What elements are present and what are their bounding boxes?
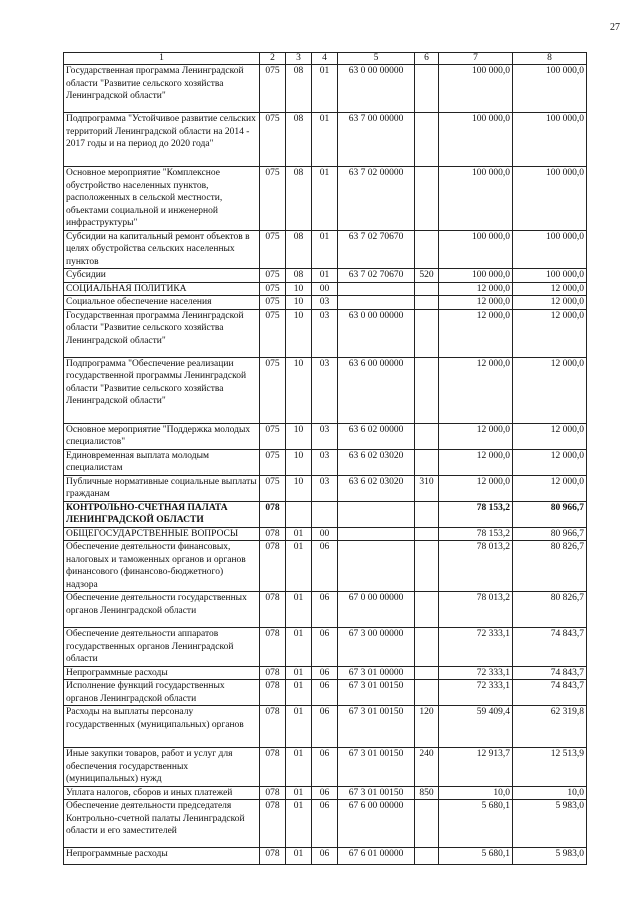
section-code-cell: 01 (286, 541, 312, 592)
amount-year2-cell: 12 000,0 (513, 423, 587, 449)
expense-type-cell (415, 541, 439, 592)
table-row (64, 282, 587, 296)
expense-type-cell (415, 296, 439, 310)
table-row (64, 786, 587, 800)
section-code-cell: 10 (286, 475, 312, 501)
expense-type-cell (415, 230, 439, 269)
section-code-cell: 10 (286, 357, 312, 423)
amount-year1-cell: 5 680,1 (439, 848, 513, 865)
expense-type-cell: 850 (415, 786, 439, 800)
section-code-cell: 01 (286, 786, 312, 800)
amount-year1-cell: 100 000,0 (439, 65, 513, 113)
row-name-cell: Обеспечение деятельности финансовых, налоговых и таможенных органов и органов финансового (финансово-бюджетного) надзора (64, 541, 260, 592)
section-code-cell: 10 (286, 296, 312, 310)
amount-year2-cell: 80 826,7 (513, 541, 587, 592)
target-article-cell: 67 0 00 00000 (338, 592, 415, 628)
amount-year1-cell: 100 000,0 (439, 230, 513, 269)
amount-year1-cell: 59 409,4 (439, 706, 513, 748)
section-code-cell: 01 (286, 666, 312, 680)
header-row (64, 53, 587, 65)
amount-year2-cell: 12 000,0 (513, 296, 587, 310)
amount-year2-cell: 80 826,7 (513, 592, 587, 628)
ministry-code-cell: 078 (260, 666, 286, 680)
row-name-cell: Уплата налогов, сборов и иных платежей (64, 786, 260, 800)
section-code-cell: 01 (286, 680, 312, 706)
row-name-cell: Публичные нормативные социальные выплаты гражданам (64, 475, 260, 501)
target-article-cell: 67 3 01 00150 (338, 786, 415, 800)
row-name-cell: Расходы на выплаты персоналу государственных (муниципальных) органов (64, 706, 260, 748)
subsection-code-cell: 06 (312, 848, 338, 865)
subsection-code-cell: 01 (312, 167, 338, 231)
amount-year2-cell: 5 983,0 (513, 848, 587, 865)
target-article-cell (338, 527, 415, 541)
expense-type-cell (415, 282, 439, 296)
header-cell: 5 (338, 53, 415, 65)
ministry-code-cell: 078 (260, 706, 286, 748)
expense-type-cell (415, 357, 439, 423)
amount-year2-cell: 74 843,7 (513, 680, 587, 706)
table-row (64, 748, 587, 787)
target-article-cell: 63 7 02 70670 (338, 230, 415, 269)
row-name-cell: Единовременная выплата молодым специалистам (64, 449, 260, 475)
amount-year2-cell: 100 000,0 (513, 167, 587, 231)
amount-year1-cell: 100 000,0 (439, 167, 513, 231)
row-name-cell: КОНТРОЛЬНО-СЧЕТНАЯ ПАЛАТА ЛЕНИНГРАДСКОЙ ОБЛАСТИ (64, 501, 260, 527)
subsection-code-cell: 06 (312, 680, 338, 706)
subsection-code-cell: 06 (312, 541, 338, 592)
row-name-cell: Подпрограмма "Устойчивое развитие сельских территорий Ленинградской области на 2014 - 2017 годы и на период до 2020 года" (64, 113, 260, 167)
amount-year2-cell: 100 000,0 (513, 65, 587, 113)
row-name-cell: Основное мероприятие "Поддержка молодых специалистов" (64, 423, 260, 449)
table-row (64, 666, 587, 680)
table-row (64, 592, 587, 628)
amount-year2-cell: 12 000,0 (513, 309, 587, 357)
row-name-cell: Субсидии на капитальный ремонт объектов в целях обустройства сельских населенных пунктов (64, 230, 260, 269)
subsection-code-cell: 06 (312, 666, 338, 680)
expense-type-cell (415, 167, 439, 231)
section-code-cell: 08 (286, 113, 312, 167)
header-cell: 3 (286, 53, 312, 65)
header-cell: 8 (513, 53, 587, 65)
target-article-cell: 67 3 01 00000 (338, 666, 415, 680)
subsection-code-cell: 01 (312, 65, 338, 113)
ministry-code-cell: 075 (260, 449, 286, 475)
target-article-cell: 63 6 02 00000 (338, 423, 415, 449)
table-row (64, 541, 587, 592)
amount-year1-cell: 78 013,2 (439, 541, 513, 592)
amount-year2-cell: 5 983,0 (513, 800, 587, 848)
table-row (64, 680, 587, 706)
amount-year2-cell: 12 000,0 (513, 449, 587, 475)
amount-year1-cell: 72 333,1 (439, 628, 513, 667)
row-name-cell: Государственная программа Ленинградской области "Развитие сельского хозяйства Ленинградской области" (64, 309, 260, 357)
expense-type-cell (415, 800, 439, 848)
table-row (64, 230, 587, 269)
section-code-cell: 08 (286, 65, 312, 113)
ministry-code-cell: 078 (260, 501, 286, 527)
section-code-cell: 01 (286, 748, 312, 787)
amount-year2-cell: 12 513,9 (513, 748, 587, 787)
ministry-code-cell: 075 (260, 309, 286, 357)
ministry-code-cell: 075 (260, 113, 286, 167)
subsection-code-cell: 03 (312, 475, 338, 501)
ministry-code-cell: 078 (260, 527, 286, 541)
table-row (64, 309, 587, 357)
subsection-code-cell: 06 (312, 786, 338, 800)
amount-year2-cell: 74 843,7 (513, 666, 587, 680)
target-article-cell (338, 541, 415, 592)
amount-year1-cell: 12 000,0 (439, 296, 513, 310)
table-row (64, 65, 587, 113)
ministry-code-cell: 078 (260, 748, 286, 787)
amount-year2-cell: 12 000,0 (513, 475, 587, 501)
amount-year1-cell: 78 013,2 (439, 592, 513, 628)
ministry-code-cell: 075 (260, 230, 286, 269)
amount-year2-cell: 62 319,8 (513, 706, 587, 748)
row-name-cell: Основное мероприятие "Комплексное обустройство населенных пунктов, расположенных в сельской местности, объектами социальной и инженерной инфраструктуры" (64, 167, 260, 231)
ministry-code-cell: 078 (260, 680, 286, 706)
header-cell: 2 (260, 53, 286, 65)
ministry-code-cell: 075 (260, 296, 286, 310)
section-code-cell: 01 (286, 628, 312, 667)
subsection-code-cell: 01 (312, 230, 338, 269)
amount-year1-cell: 12 000,0 (439, 475, 513, 501)
subsection-code-cell: 03 (312, 296, 338, 310)
amount-year1-cell: 100 000,0 (439, 113, 513, 167)
amount-year2-cell: 12 000,0 (513, 357, 587, 423)
table-row (64, 848, 587, 865)
header-cell: 1 (64, 53, 260, 65)
expense-type-cell (415, 628, 439, 667)
ministry-code-cell: 078 (260, 800, 286, 848)
header-cell: 4 (312, 53, 338, 65)
ministry-code-cell: 078 (260, 541, 286, 592)
subsection-code-cell: 01 (312, 269, 338, 283)
ministry-code-cell: 078 (260, 628, 286, 667)
target-article-cell: 67 3 01 00150 (338, 680, 415, 706)
expense-type-cell: 310 (415, 475, 439, 501)
budget-table (63, 52, 587, 865)
amount-year1-cell: 12 913,7 (439, 748, 513, 787)
target-article-cell: 67 3 01 00150 (338, 748, 415, 787)
subsection-code-cell: 00 (312, 527, 338, 541)
section-code-cell: 10 (286, 449, 312, 475)
expense-type-cell (415, 501, 439, 527)
subsection-code-cell: 03 (312, 423, 338, 449)
table-row (64, 423, 587, 449)
amount-year2-cell: 100 000,0 (513, 230, 587, 269)
table-row (64, 449, 587, 475)
row-name-cell: Обеспечение деятельности аппаратов государственных органов Ленинградской области (64, 628, 260, 667)
target-article-cell: 63 6 00 00000 (338, 357, 415, 423)
amount-year1-cell: 5 680,1 (439, 800, 513, 848)
page-number: 27 (610, 22, 620, 33)
subsection-code-cell: 03 (312, 449, 338, 475)
section-code-cell: 08 (286, 167, 312, 231)
row-name-cell: Субсидии (64, 269, 260, 283)
subsection-code-cell: 01 (312, 113, 338, 167)
row-name-cell: Подпрограмма "Обеспечение реализации государственной программы Ленинградской области "Развитие сельского хозяйства Ленинградской области" (64, 357, 260, 423)
table-row (64, 527, 587, 541)
expense-type-cell (415, 449, 439, 475)
ministry-code-cell: 075 (260, 475, 286, 501)
amount-year1-cell: 12 000,0 (439, 309, 513, 357)
ministry-code-cell: 075 (260, 167, 286, 231)
target-article-cell: 63 0 00 00000 (338, 65, 415, 113)
expense-type-cell (415, 848, 439, 865)
amount-year1-cell: 100 000,0 (439, 269, 513, 283)
target-article-cell: 63 0 00 00000 (338, 309, 415, 357)
table-row (64, 357, 587, 423)
ministry-code-cell: 075 (260, 65, 286, 113)
ministry-code-cell: 075 (260, 357, 286, 423)
ministry-code-cell: 075 (260, 423, 286, 449)
row-name-cell: Исполнение функций государственных органов Ленинградской области (64, 680, 260, 706)
subsection-code-cell: 03 (312, 309, 338, 357)
amount-year2-cell: 100 000,0 (513, 113, 587, 167)
table-row (64, 475, 587, 501)
table-row (64, 501, 587, 527)
header-cell: 7 (439, 53, 513, 65)
row-name-cell: Социальное обеспечение населения (64, 296, 260, 310)
header-cell: 6 (415, 53, 439, 65)
row-name-cell: Обеспечение деятельности председателя Контрольно-счетной палаты Ленинградской области и его заместителей (64, 800, 260, 848)
subsection-code-cell: 06 (312, 800, 338, 848)
amount-year2-cell: 80 966,7 (513, 527, 587, 541)
target-article-cell: 67 3 01 00150 (338, 706, 415, 748)
expense-type-cell: 520 (415, 269, 439, 283)
section-code-cell: 10 (286, 423, 312, 449)
amount-year1-cell: 12 000,0 (439, 423, 513, 449)
section-code-cell: 01 (286, 527, 312, 541)
amount-year2-cell: 12 000,0 (513, 282, 587, 296)
row-name-cell: Иные закупки товаров, работ и услуг для обеспечения государственных (муниципальных) нужд (64, 748, 260, 787)
target-article-cell: 63 7 02 00000 (338, 167, 415, 231)
section-code-cell: 08 (286, 230, 312, 269)
target-article-cell (338, 296, 415, 310)
subsection-code-cell: 06 (312, 628, 338, 667)
section-code-cell: 01 (286, 848, 312, 865)
amount-year1-cell: 12 000,0 (439, 357, 513, 423)
amount-year1-cell: 12 000,0 (439, 449, 513, 475)
subsection-code-cell: 00 (312, 282, 338, 296)
table-row (64, 269, 587, 283)
table-row (64, 167, 587, 231)
section-code-cell (286, 501, 312, 527)
target-article-cell: 67 6 01 00000 (338, 848, 415, 865)
target-article-cell: 63 7 02 70670 (338, 269, 415, 283)
table-row (64, 628, 587, 667)
expense-type-cell (415, 666, 439, 680)
table-row (64, 113, 587, 167)
target-article-cell: 67 6 00 00000 (338, 800, 415, 848)
row-name-cell: Непрограммные расходы (64, 848, 260, 865)
row-name-cell: ОБЩЕГОСУДАРСТВЕННЫЕ ВОПРОСЫ (64, 527, 260, 541)
ministry-code-cell: 078 (260, 786, 286, 800)
expense-type-cell (415, 309, 439, 357)
row-name-cell: Обеспечение деятельности государственных органов Ленинградской области (64, 592, 260, 628)
target-article-cell: 67 3 00 00000 (338, 628, 415, 667)
subsection-code-cell: 06 (312, 706, 338, 748)
expense-type-cell: 240 (415, 748, 439, 787)
ministry-code-cell: 075 (260, 269, 286, 283)
amount-year1-cell: 12 000,0 (439, 282, 513, 296)
table-row (64, 296, 587, 310)
subsection-code-cell: 06 (312, 592, 338, 628)
section-code-cell: 01 (286, 706, 312, 748)
expense-type-cell (415, 113, 439, 167)
table-row (64, 800, 587, 848)
amount-year2-cell: 74 843,7 (513, 628, 587, 667)
section-code-cell: 10 (286, 282, 312, 296)
amount-year2-cell: 10,0 (513, 786, 587, 800)
expense-type-cell: 120 (415, 706, 439, 748)
amount-year2-cell: 100 000,0 (513, 269, 587, 283)
subsection-code-cell: 06 (312, 748, 338, 787)
amount-year1-cell: 72 333,1 (439, 666, 513, 680)
expense-type-cell (415, 423, 439, 449)
target-article-cell: 63 6 02 03020 (338, 449, 415, 475)
row-name-cell: Государственная программа Ленинградской области "Развитие сельского хозяйства Ленинградской области" (64, 65, 260, 113)
section-code-cell: 01 (286, 800, 312, 848)
section-code-cell: 08 (286, 269, 312, 283)
expense-type-cell (415, 65, 439, 113)
subsection-code-cell (312, 501, 338, 527)
amount-year2-cell: 80 966,7 (513, 501, 587, 527)
target-article-cell (338, 282, 415, 296)
target-article-cell: 63 7 00 00000 (338, 113, 415, 167)
amount-year1-cell: 78 153,2 (439, 527, 513, 541)
amount-year1-cell: 72 333,1 (439, 680, 513, 706)
ministry-code-cell: 078 (260, 848, 286, 865)
section-code-cell: 01 (286, 592, 312, 628)
section-code-cell: 10 (286, 309, 312, 357)
amount-year1-cell: 78 153,2 (439, 501, 513, 527)
expense-type-cell (415, 680, 439, 706)
ministry-code-cell: 078 (260, 592, 286, 628)
expense-type-cell (415, 527, 439, 541)
ministry-code-cell: 075 (260, 282, 286, 296)
amount-year1-cell: 10,0 (439, 786, 513, 800)
target-article-cell (338, 501, 415, 527)
expense-type-cell (415, 592, 439, 628)
subsection-code-cell: 03 (312, 357, 338, 423)
table-row (64, 706, 587, 748)
target-article-cell: 63 6 02 03020 (338, 475, 415, 501)
row-name-cell: СОЦИАЛЬНАЯ ПОЛИТИКА (64, 282, 260, 296)
row-name-cell: Непрограммные расходы (64, 666, 260, 680)
